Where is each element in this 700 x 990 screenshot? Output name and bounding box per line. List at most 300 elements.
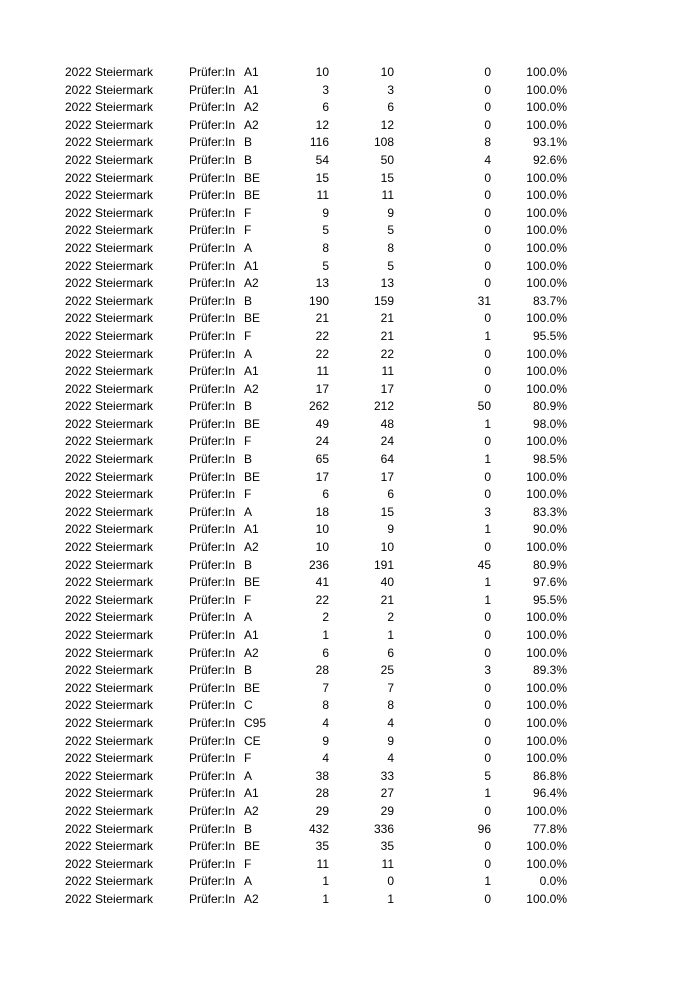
passed-count-cell: 336	[373, 821, 394, 836]
table-row	[0, 521, 700, 539]
failed-count-cell: 0	[484, 381, 491, 396]
license-class-cell: A1	[244, 65, 259, 79]
pass-rate-cell: 93.1%	[532, 135, 567, 150]
year-region-cell: 2022 Steiermark	[65, 346, 154, 361]
examiner-role-cell: Prüfer:In	[189, 328, 236, 343]
examiner-role-cell: Prüfer:In	[189, 364, 236, 379]
table-row	[0, 170, 700, 188]
passed-count-cell: 29	[380, 803, 394, 818]
passed-count-cell: 11	[381, 364, 394, 379]
examiner-role-cell: Prüfer:In	[189, 135, 236, 150]
table-row	[0, 346, 700, 364]
passed-count-cell: 17	[380, 469, 394, 484]
pass-rate-cell: 100.0%	[526, 610, 567, 625]
failed-count-cell: 0	[484, 839, 491, 854]
year-region-cell: 2022 Steiermark	[65, 188, 154, 203]
total-count-cell: 10	[315, 65, 329, 79]
pass-rate-cell: 86.8%	[532, 768, 567, 783]
year-region-cell: 2022 Steiermark	[65, 276, 154, 291]
table-row	[0, 451, 700, 469]
failed-count-cell: 3	[484, 663, 491, 678]
total-count-cell: 28	[315, 786, 329, 801]
table-row	[0, 117, 700, 135]
examiner-role-cell: Prüfer:In	[189, 786, 236, 801]
examiner-role-cell: Prüfer:In	[189, 311, 236, 326]
examiner-role-cell: Prüfer:In	[189, 416, 236, 431]
failed-count-cell: 0	[484, 698, 491, 713]
pass-rate-cell: 92.6%	[532, 152, 567, 167]
failed-count-cell: 0	[484, 170, 491, 185]
passed-count-cell: 6	[387, 487, 394, 502]
pass-rate-cell: 77.8%	[532, 821, 567, 836]
table-row	[0, 310, 700, 328]
license-class-cell: BE	[244, 839, 261, 854]
license-class-cell: CE	[244, 733, 261, 748]
total-count-cell: 11	[316, 364, 329, 379]
pass-rate-cell: 100.0%	[526, 82, 567, 97]
passed-count-cell: 11	[381, 188, 394, 203]
license-class-cell: F	[244, 751, 252, 766]
failed-count-cell: 31	[477, 293, 491, 308]
license-class-cell: B	[244, 399, 253, 414]
year-region-cell: 2022 Steiermark	[65, 733, 154, 748]
failed-count-cell: 0	[484, 891, 491, 906]
year-region-cell: 2022 Steiermark	[65, 469, 154, 484]
license-class-cell: BE	[244, 188, 261, 203]
failed-count-cell: 1	[484, 786, 491, 801]
examiner-role-cell: Prüfer:In	[189, 434, 236, 449]
examiner-role-cell: Prüfer:In	[189, 293, 236, 308]
total-count-cell: 116	[309, 135, 329, 150]
passed-count-cell: 2	[387, 610, 394, 625]
table-row	[0, 609, 700, 627]
license-class-cell: A1	[244, 522, 259, 537]
year-region-cell: 2022 Steiermark	[65, 839, 154, 854]
failed-count-cell: 0	[484, 751, 491, 766]
examiner-role-cell: Prüfer:In	[189, 557, 236, 572]
total-count-cell: 5	[322, 223, 329, 238]
total-count-cell: 7	[322, 680, 329, 695]
year-region-cell: 2022 Steiermark	[65, 170, 154, 185]
examiner-role-cell: Prüfer:In	[189, 715, 236, 730]
passed-count-cell: 11	[381, 856, 394, 871]
examiner-role-cell: Prüfer:In	[189, 170, 236, 185]
license-class-cell: F	[244, 592, 252, 607]
year-region-cell: 2022 Steiermark	[65, 117, 154, 132]
license-class-cell: A	[244, 504, 253, 519]
table-row	[0, 838, 700, 856]
passed-count-cell: 159	[373, 293, 394, 308]
failed-count-cell: 4	[484, 152, 491, 167]
total-count-cell: 15	[315, 170, 329, 185]
table-row	[0, 64, 700, 82]
total-count-cell: 24	[315, 434, 329, 449]
passed-count-cell: 21	[380, 592, 394, 607]
year-region-cell: 2022 Steiermark	[65, 768, 154, 783]
license-class-cell: A1	[244, 786, 259, 801]
license-class-cell: A1	[244, 364, 259, 379]
year-region-cell: 2022 Steiermark	[65, 311, 154, 326]
license-class-cell: A2	[244, 381, 259, 396]
examiner-role-cell: Prüfer:In	[189, 891, 236, 906]
examiner-role-cell: Prüfer:In	[189, 504, 236, 519]
examiner-role-cell: Prüfer:In	[189, 575, 236, 590]
total-count-cell: 4	[322, 751, 329, 766]
passed-count-cell: 10	[380, 540, 394, 555]
failed-count-cell: 96	[477, 821, 491, 836]
failed-count-cell: 1	[484, 592, 491, 607]
license-class-cell: A2	[244, 891, 259, 906]
license-class-cell: B	[244, 663, 253, 678]
table-row	[0, 627, 700, 645]
pass-rate-cell: 100.0%	[526, 751, 567, 766]
pass-rate-cell: 100.0%	[526, 65, 567, 79]
license-class-cell: BE	[244, 170, 261, 185]
year-region-cell: 2022 Steiermark	[65, 522, 154, 537]
total-count-cell: 21	[315, 311, 329, 326]
year-region-cell: 2022 Steiermark	[65, 891, 154, 906]
examiner-role-cell: Prüfer:In	[189, 540, 236, 555]
passed-count-cell: 35	[380, 839, 394, 854]
failed-count-cell: 8	[484, 135, 491, 150]
table-row	[0, 504, 700, 522]
year-region-cell: 2022 Steiermark	[65, 135, 154, 150]
year-region-cell: 2022 Steiermark	[65, 487, 154, 502]
table-row	[0, 750, 700, 768]
examiner-role-cell: Prüfer:In	[189, 856, 236, 871]
year-region-cell: 2022 Steiermark	[65, 680, 154, 695]
examiner-role-cell: Prüfer:In	[189, 346, 236, 361]
pass-rate-cell: 80.9%	[532, 399, 567, 414]
total-count-cell: 29	[315, 803, 329, 818]
total-count-cell: 17	[315, 469, 329, 484]
year-region-cell: 2022 Steiermark	[65, 65, 154, 79]
failed-count-cell: 0	[484, 540, 491, 555]
passed-count-cell: 5	[387, 223, 394, 238]
failed-count-cell: 5	[484, 768, 491, 783]
pass-rate-cell: 100.0%	[526, 240, 567, 255]
pass-rate-cell: 100.0%	[526, 311, 567, 326]
total-count-cell: 9	[322, 205, 329, 220]
passed-count-cell: 33	[380, 768, 394, 783]
total-count-cell: 41	[315, 575, 329, 590]
examiner-role-cell: Prüfer:In	[189, 874, 236, 889]
failed-count-cell: 0	[484, 65, 491, 79]
examiner-role-cell: Prüfer:In	[189, 276, 236, 291]
table-row	[0, 873, 700, 891]
year-region-cell: 2022 Steiermark	[65, 328, 154, 343]
examiner-role-cell: Prüfer:In	[189, 628, 236, 642]
license-class-cell: B	[244, 821, 253, 836]
failed-count-cell: 0	[484, 715, 491, 730]
passed-count-cell: 13	[380, 276, 394, 291]
total-count-cell: 22	[315, 328, 329, 343]
table-row	[0, 258, 700, 276]
passed-count-cell: 21	[380, 328, 394, 343]
examiner-role-cell: Prüfer:In	[189, 65, 236, 79]
failed-count-cell: 0	[484, 364, 491, 379]
table-row	[0, 240, 700, 258]
table-row	[0, 680, 700, 698]
table-row	[0, 293, 700, 311]
failed-count-cell: 3	[484, 504, 491, 519]
license-class-cell: C95	[244, 715, 267, 730]
failed-count-cell: 0	[484, 680, 491, 695]
passed-count-cell: 17	[380, 381, 394, 396]
license-class-cell: F	[244, 487, 252, 502]
year-region-cell: 2022 Steiermark	[65, 416, 154, 431]
license-class-cell: C	[244, 698, 253, 713]
license-class-cell: A2	[244, 645, 259, 660]
passed-count-cell: 48	[380, 416, 394, 431]
passed-count-cell: 22	[380, 346, 394, 361]
table-row	[0, 381, 700, 399]
table-row	[0, 891, 700, 909]
examiner-role-cell: Prüfer:In	[189, 223, 236, 238]
pass-rate-cell: 100.0%	[526, 487, 567, 502]
examiner-role-cell: Prüfer:In	[189, 839, 236, 854]
pass-rate-cell: 89.3%	[532, 663, 567, 678]
license-class-cell: F	[244, 856, 252, 871]
year-region-cell: 2022 Steiermark	[65, 240, 154, 255]
total-count-cell: 54	[315, 152, 329, 167]
pass-rate-cell: 100.0%	[526, 276, 567, 291]
total-count-cell: 3	[322, 82, 329, 97]
examiner-role-cell: Prüfer:In	[189, 452, 236, 467]
table-row	[0, 416, 700, 434]
total-count-cell: 1	[322, 891, 329, 906]
license-class-cell: A	[244, 610, 253, 625]
examiner-role-cell: Prüfer:In	[189, 381, 236, 396]
failed-count-cell: 0	[484, 100, 491, 115]
license-class-cell: B	[244, 452, 253, 467]
year-region-cell: 2022 Steiermark	[65, 205, 154, 220]
total-count-cell: 49	[315, 416, 329, 431]
pass-rate-cell: 100.0%	[526, 258, 567, 273]
license-class-cell: BE	[244, 416, 261, 431]
year-region-cell: 2022 Steiermark	[65, 715, 154, 730]
table-row	[0, 574, 700, 592]
examiner-role-cell: Prüfer:In	[189, 399, 236, 414]
pass-rate-cell: 100.0%	[526, 891, 567, 906]
total-count-cell: 8	[322, 698, 329, 713]
total-count-cell: 35	[315, 839, 329, 854]
year-region-cell: 2022 Steiermark	[65, 293, 154, 308]
year-region-cell: 2022 Steiermark	[65, 803, 154, 818]
year-region-cell: 2022 Steiermark	[65, 434, 154, 449]
passed-count-cell: 4	[387, 751, 394, 766]
pass-rate-cell: 97.6%	[532, 575, 567, 590]
year-region-cell: 2022 Steiermark	[65, 786, 154, 801]
year-region-cell: 2022 Steiermark	[65, 540, 154, 555]
examiner-role-cell: Prüfer:In	[189, 100, 236, 115]
failed-count-cell: 1	[484, 416, 491, 431]
failed-count-cell: 0	[484, 628, 491, 642]
pass-rate-cell: 100.0%	[526, 381, 567, 396]
total-count-cell: 28	[315, 663, 329, 678]
passed-count-cell: 21	[380, 311, 394, 326]
examiner-role-cell: Prüfer:In	[189, 645, 236, 660]
examiner-role-cell: Prüfer:In	[189, 663, 236, 678]
failed-count-cell: 0	[484, 803, 491, 818]
table-row	[0, 592, 700, 610]
examiner-role-cell: Prüfer:In	[189, 258, 236, 273]
pass-rate-cell: 95.5%	[532, 592, 567, 607]
failed-count-cell: 0	[484, 311, 491, 326]
total-count-cell: 11	[316, 856, 329, 871]
examiner-role-cell: Prüfer:In	[189, 188, 236, 203]
table-row	[0, 275, 700, 293]
license-class-cell: B	[244, 152, 253, 167]
table-row	[0, 205, 700, 223]
examiner-role-cell: Prüfer:In	[189, 152, 236, 167]
pass-rate-cell: 100.0%	[526, 645, 567, 660]
year-region-cell: 2022 Steiermark	[65, 821, 154, 836]
license-class-cell: A2	[244, 276, 259, 291]
table-row	[0, 99, 700, 117]
year-region-cell: 2022 Steiermark	[65, 610, 154, 625]
failed-count-cell: 0	[484, 223, 491, 238]
year-region-cell: 2022 Steiermark	[65, 364, 154, 379]
license-class-cell: B	[244, 293, 253, 308]
examiner-role-cell: Prüfer:In	[189, 205, 236, 220]
pass-rate-cell: 100.0%	[526, 434, 567, 449]
license-class-cell: A1	[244, 258, 259, 273]
failed-count-cell: 0	[484, 205, 491, 220]
year-region-cell: 2022 Steiermark	[65, 258, 154, 273]
examiner-role-cell: Prüfer:In	[189, 751, 236, 766]
passed-count-cell: 12	[380, 117, 394, 132]
license-class-cell: BE	[244, 575, 261, 590]
table-row	[0, 82, 700, 100]
table-row	[0, 398, 700, 416]
pass-rate-cell: 100.0%	[526, 628, 567, 642]
license-class-cell: A	[244, 240, 253, 255]
license-class-cell: F	[244, 223, 252, 238]
license-class-cell: BE	[244, 311, 261, 326]
passed-count-cell: 5	[387, 258, 394, 273]
examiner-role-cell: Prüfer:In	[189, 733, 236, 748]
total-count-cell: 262	[308, 399, 329, 414]
total-count-cell: 6	[322, 487, 329, 502]
passed-count-cell: 191	[373, 557, 394, 572]
failed-count-cell: 0	[484, 434, 491, 449]
total-count-cell: 432	[308, 821, 329, 836]
total-count-cell: 5	[322, 258, 329, 273]
total-count-cell: 190	[308, 293, 329, 308]
pass-rate-cell: 100.0%	[526, 715, 567, 730]
pass-rate-cell: 100.0%	[526, 223, 567, 238]
year-region-cell: 2022 Steiermark	[65, 557, 154, 572]
passed-count-cell: 15	[380, 170, 394, 185]
failed-count-cell: 0	[484, 610, 491, 625]
passed-count-cell: 6	[387, 645, 394, 660]
examiner-role-cell: Prüfer:In	[189, 592, 236, 607]
total-count-cell: 22	[315, 592, 329, 607]
pass-rate-cell: 100.0%	[526, 680, 567, 695]
year-region-cell: 2022 Steiermark	[65, 100, 154, 115]
failed-count-cell: 0	[484, 258, 491, 273]
pass-rate-cell: 100.0%	[526, 839, 567, 854]
license-class-cell: BE	[244, 680, 261, 695]
failed-count-cell: 1	[484, 575, 491, 590]
year-region-cell: 2022 Steiermark	[65, 82, 154, 97]
pass-rate-cell: 83.3%	[532, 504, 567, 519]
year-region-cell: 2022 Steiermark	[65, 663, 154, 678]
table-row	[0, 803, 700, 821]
table-row	[0, 856, 700, 874]
examiner-role-cell: Prüfer:In	[189, 610, 236, 625]
total-count-cell: 18	[315, 504, 329, 519]
pass-rate-cell: 98.0%	[532, 416, 567, 431]
passed-count-cell: 108	[373, 135, 394, 150]
table-row	[0, 222, 700, 240]
examiner-role-cell: Prüfer:In	[189, 469, 236, 484]
spreadsheet-table	[0, 64, 700, 909]
total-count-cell: 10	[315, 540, 329, 555]
passed-count-cell: 50	[380, 152, 394, 167]
failed-count-cell: 1	[484, 874, 491, 889]
pass-rate-cell: 98.5%	[532, 452, 567, 467]
license-class-cell: A1	[244, 628, 259, 642]
table-row	[0, 785, 700, 803]
passed-count-cell: 9	[387, 522, 394, 537]
failed-count-cell: 0	[484, 733, 491, 748]
passed-count-cell: 0	[387, 874, 394, 889]
passed-count-cell: 8	[387, 240, 394, 255]
year-region-cell: 2022 Steiermark	[65, 592, 154, 607]
table-row	[0, 697, 700, 715]
year-region-cell: 2022 Steiermark	[65, 504, 154, 519]
year-region-cell: 2022 Steiermark	[65, 152, 154, 167]
pass-rate-cell: 100.0%	[526, 856, 567, 871]
year-region-cell: 2022 Steiermark	[65, 399, 154, 414]
passed-count-cell: 64	[380, 452, 394, 467]
year-region-cell: 2022 Steiermark	[65, 452, 154, 467]
passed-count-cell: 24	[380, 434, 394, 449]
total-count-cell: 9	[322, 733, 329, 748]
year-region-cell: 2022 Steiermark	[65, 645, 154, 660]
table-row	[0, 328, 700, 346]
table-row	[0, 433, 700, 451]
pass-rate-cell: 100.0%	[526, 698, 567, 713]
examiner-role-cell: Prüfer:In	[189, 82, 236, 97]
table-row	[0, 768, 700, 786]
examiner-role-cell: Prüfer:In	[189, 680, 236, 695]
table-row	[0, 134, 700, 152]
passed-count-cell: 4	[387, 715, 394, 730]
table-row	[0, 363, 700, 381]
license-class-cell: A1	[244, 82, 259, 97]
total-count-cell: 11	[316, 188, 329, 203]
failed-count-cell: 0	[484, 240, 491, 255]
table-row	[0, 557, 700, 575]
pass-rate-cell: 100.0%	[526, 205, 567, 220]
license-class-cell: B	[244, 135, 253, 150]
total-count-cell: 10	[315, 522, 329, 537]
license-class-cell: A	[244, 346, 253, 361]
pass-rate-cell: 0.0%	[539, 874, 567, 889]
pass-rate-cell: 100.0%	[526, 364, 567, 379]
total-count-cell: 1	[322, 628, 329, 642]
license-class-cell: A	[244, 768, 253, 783]
failed-count-cell: 0	[484, 346, 491, 361]
passed-count-cell: 1	[387, 891, 394, 906]
table-row	[0, 539, 700, 557]
pass-rate-cell: 90.0%	[532, 522, 567, 537]
pass-rate-cell: 83.7%	[532, 293, 567, 308]
total-count-cell: 12	[315, 117, 329, 132]
